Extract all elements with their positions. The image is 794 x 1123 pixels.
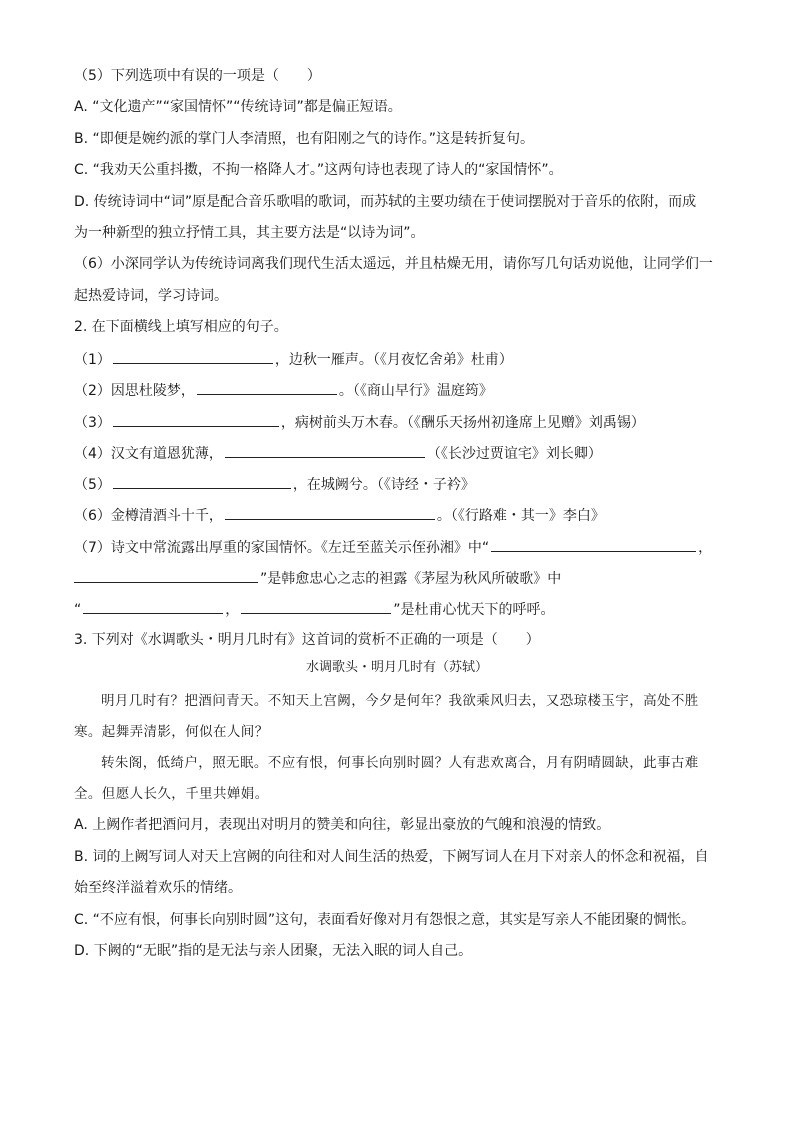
fill-item-7-line-2	[74, 567, 561, 589]
poem-stanza-2: 转朱阁，低绮户，照无眠。不应有恨，何事长向别时圆？人有悲欢离合，月有阴晴圆缺，此事古难全。但愿人长久，千里共婵娟。	[74, 755, 699, 802]
question-5-option-a: A. “文化遗产”“家国情怀”“传统诗词”都是偏正短语。	[74, 99, 402, 115]
question-2-stem: 2. 在下面横线上填写相应的句子。	[74, 319, 288, 335]
question-5-option-d-line-2: 为一种新型的独立抒情工具，其主要方法是“以诗为词”。	[74, 225, 425, 241]
fill-item-7-text: （7）诗文中常流露出厚重的家国情怀。《左迁至蓝关示侄孙湘》中“	[74, 540, 490, 556]
fill-item-7-line-2-text: ”是韩愈忠心之志的袒露《茅屋为秋风所破歌》中	[260, 571, 562, 587]
question-3-option-b-line-1: B. 词的上阙写词人对天上宫阙的向往和对人间生活的热爱，下阙写词人在月下对亲人的怀念和祝福，自	[74, 849, 709, 865]
fill-item-7-mid-comma: ，	[225, 602, 240, 618]
question-5-option-b: B. “即便是婉约派的掌门人李清照，也有阳刚之气的诗作。”这是转折复句。	[74, 131, 535, 147]
fill-blank-7d[interactable]	[241, 598, 391, 614]
fill-item-1-prefix: （1）	[74, 352, 111, 368]
fill-blank-1[interactable]	[113, 348, 273, 364]
fill-blank-7a[interactable]	[491, 536, 696, 552]
question-3-option-d: D. 下阙的“无眠”指的是无法与亲人团聚，无法入眠的词人自己。	[74, 943, 473, 959]
fill-blank-7c[interactable]	[83, 598, 223, 614]
fill-item-4-prefix: （4）汉文有道恩犹薄，	[74, 446, 223, 462]
fill-blank-4[interactable]	[225, 442, 425, 458]
fill-blank-3[interactable]	[113, 411, 279, 427]
poem-stanza-1: 明月几时有？把酒问青天。不知天上宫阙，今夕是何年？我欲乘风归去，又恐琼楼玉宇，高处不胜寒。起舞弄清影，何似在人间？	[74, 693, 699, 740]
fill-blank-2[interactable]	[197, 379, 337, 395]
question-3-option-b-line-2: 始至终洋溢着欢乐的情绪。	[74, 880, 242, 896]
fill-item-5-prefix: （5）	[74, 477, 111, 493]
question-5-option-c: C. “我劝天公重抖擞，不拘一格降人才。”这两句诗也表现了诗人的“家国情怀”。	[74, 162, 563, 178]
fill-item-2-suffix: 。（《商山早行》温庭筠》	[338, 383, 493, 399]
fill-item-7-comma: ，	[698, 540, 713, 556]
fill-item-1	[74, 348, 513, 370]
fill-item-7-open-quote: “	[74, 602, 82, 618]
fill-item-2-prefix: （2）因思杜陵梦，	[74, 383, 195, 399]
fill-item-7-line-1	[74, 536, 712, 558]
fill-item-7-line-3-text: ”是杜甫心忧天下的呼呼。	[393, 602, 555, 618]
question-6-line-2: 起热爱诗词，学习诗词。	[74, 288, 228, 304]
fill-item-3-prefix: （3）	[74, 415, 111, 431]
fill-item-1-suffix: ，边秋一雁声。（《月夜忆舍弟》杜甫）	[274, 352, 513, 368]
fill-item-4-suffix: （《长沙过贾谊宅》刘长卿）	[426, 446, 602, 462]
question-6-line-1: （6）小深同学认为传统诗词离我们现代生活太遥远，并且枯燥无用，请你写几句话劝说他，让同学们一	[74, 256, 713, 272]
fill-item-5	[74, 473, 475, 495]
question-5-option-d-line-1: D. 传统诗词中“词”原是配合音乐歌唱的歌词，而苏轼的主要功绩在于使词摆脱对于音乐的依附，而成	[74, 194, 697, 210]
fill-item-3-suffix: ，病树前头万木春。（《酬乐天扬州初逢席上见赠》刘禹锡）	[280, 415, 645, 431]
question-3-option-a: A. 上阙作者把酒问月，表现出对明月的赞美和向往，彰显出豪放的气魄和浪漫的情致。	[74, 817, 611, 833]
fill-item-6	[74, 504, 605, 526]
fill-blank-7b[interactable]	[74, 567, 258, 583]
fill-item-7-line-3	[74, 598, 555, 620]
fill-blank-5[interactable]	[113, 473, 291, 489]
fill-item-2	[74, 379, 493, 401]
fill-item-6-prefix: （6）金樽清酒斗十千，	[74, 508, 223, 524]
fill-item-3	[74, 411, 645, 433]
fill-item-5-suffix: ，在城阙兮。（《诗经・子衿》	[292, 477, 475, 493]
poem-title: 水调歌头・明月几时有（苏轼）	[305, 660, 488, 675]
question-3-stem: 3. 下列对《水调歌头・明月几时有》这首词的赏析不正确的一项是（ ）	[74, 632, 540, 648]
fill-blank-6[interactable]	[225, 504, 435, 520]
fill-item-4	[74, 442, 602, 464]
question-3-option-c: C. “不应有恨，何事长向别时圆”这句，表面看好像对月有怨恨之意，其实是写亲人不能团聚的惆怅。	[74, 912, 696, 928]
question-5-stem: （5）下列选项中有误的一项是（ ）	[74, 68, 321, 84]
fill-item-6-suffix: 。（《行路难・其一》李白》	[436, 508, 605, 524]
